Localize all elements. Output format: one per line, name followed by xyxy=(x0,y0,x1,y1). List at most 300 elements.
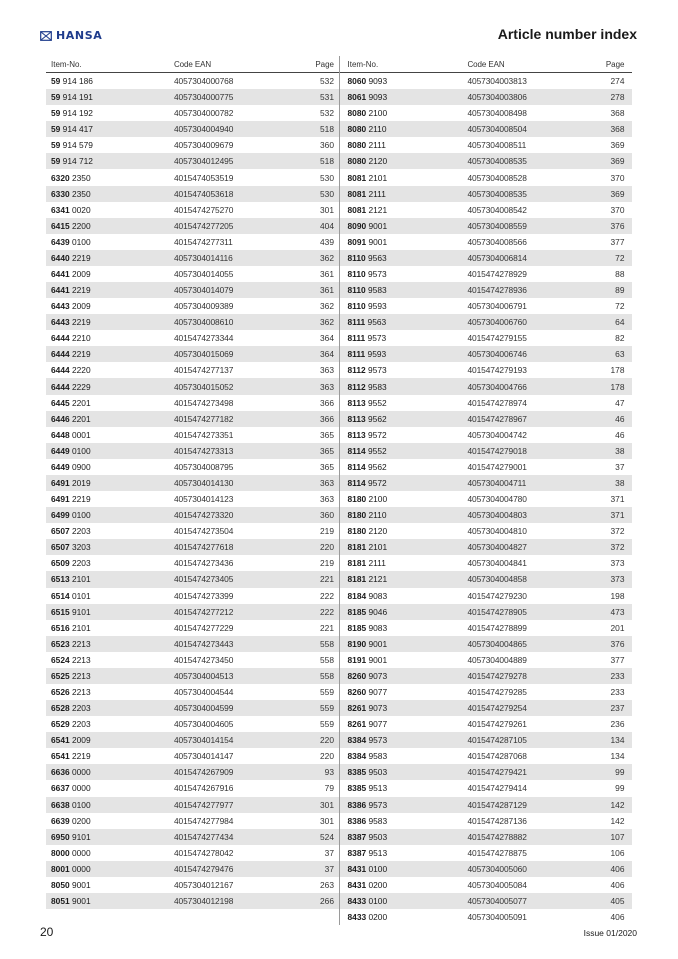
item-number-prefix: 8185 xyxy=(347,606,367,617)
item-number-prefix: 6507 xyxy=(51,526,70,537)
item-number xyxy=(340,896,468,906)
table-row xyxy=(340,89,633,105)
table-row xyxy=(46,877,339,893)
item-number-prefix: 59 xyxy=(51,76,61,87)
ean-code: 4015474279155 xyxy=(467,333,527,344)
item-number-suffix: 2101 xyxy=(71,574,91,585)
ean-code: 4057304004599 xyxy=(174,703,234,714)
item-number-suffix: 9513 xyxy=(368,847,388,858)
item-number-suffix: 2219 xyxy=(71,285,91,296)
header-page: Page xyxy=(605,59,625,69)
table-row xyxy=(46,362,339,378)
item-number-suffix: 2219 xyxy=(71,317,91,328)
item-number-prefix: 8110 xyxy=(347,301,366,312)
page-ref: 518 xyxy=(320,124,334,135)
page-ref: 363 xyxy=(320,365,334,376)
item-number-prefix: 8111 xyxy=(347,333,366,344)
page-ref: 373 xyxy=(610,558,625,569)
table-row xyxy=(46,571,339,587)
table-row xyxy=(340,845,633,861)
item-number xyxy=(340,221,468,231)
ean-code: 4057304004841 xyxy=(467,558,527,569)
page-ref: 365 xyxy=(320,445,334,456)
table-row xyxy=(46,89,339,105)
item-number-suffix: 9077 xyxy=(368,687,388,697)
page-ref: 219 xyxy=(320,558,334,569)
item-number xyxy=(46,108,174,118)
item-number-suffix: 0000 xyxy=(71,767,91,778)
item-number-suffix: 2111 xyxy=(368,558,386,569)
item-number-prefix: 8000 xyxy=(51,847,70,858)
table-row xyxy=(340,266,633,282)
item-number xyxy=(46,365,174,375)
item-number-suffix: 0100 xyxy=(368,863,388,874)
ean-code: 4057304005091 xyxy=(467,912,527,923)
item-number xyxy=(46,623,174,633)
page-ref: 263 xyxy=(320,879,334,890)
page-ref: 405 xyxy=(610,896,625,907)
ean-code: 4015474279285 xyxy=(467,687,527,697)
item-number-suffix: 2101 xyxy=(368,542,388,553)
item-number-prefix: 6491 xyxy=(51,494,70,505)
item-number-suffix: 2219 xyxy=(71,349,91,360)
item-number-suffix: 0200 xyxy=(368,879,388,890)
ean-code: 4057304004711 xyxy=(467,477,527,488)
page-ref: 532 xyxy=(320,108,334,119)
item-number-suffix: 9583 xyxy=(368,815,388,826)
table-row xyxy=(340,652,633,668)
item-number-suffix: 2101 xyxy=(368,172,388,183)
table-row xyxy=(46,829,339,845)
item-number-prefix: 8001 xyxy=(51,863,70,874)
item-number xyxy=(340,783,468,793)
page-ref: 38 xyxy=(615,477,625,488)
item-number xyxy=(340,607,468,617)
item-number xyxy=(340,574,468,584)
item-number-suffix: 0100 xyxy=(71,236,91,247)
item-number-suffix: 2219 xyxy=(71,252,91,263)
page-ref: 47 xyxy=(615,397,625,408)
table-row xyxy=(46,202,339,218)
item-number xyxy=(46,816,174,826)
page-ref: 222 xyxy=(320,590,334,601)
ean-code: 4057304006746 xyxy=(467,349,527,360)
table-row xyxy=(340,604,633,620)
item-number xyxy=(46,156,174,166)
page-ref: 369 xyxy=(610,188,625,199)
ean-code: 4015474278899 xyxy=(467,622,527,633)
page-ref: 221 xyxy=(320,574,334,585)
item-number xyxy=(340,414,468,424)
item-number-prefix: 6491 xyxy=(51,477,70,488)
table-row xyxy=(46,652,339,668)
ean-code: 4057304003813 xyxy=(467,76,527,87)
ean-code: 4015474278875 xyxy=(467,847,527,858)
page-ref: 371 xyxy=(610,510,625,521)
item-number-suffix: 9083 xyxy=(368,622,388,633)
item-number xyxy=(46,205,174,215)
item-number xyxy=(340,92,468,102)
item-number xyxy=(340,205,468,215)
page-ref: 369 xyxy=(610,156,625,167)
table-row xyxy=(46,137,339,153)
ean-code: 4015474267916 xyxy=(174,783,234,794)
table-row xyxy=(46,797,339,813)
item-number-prefix: 8386 xyxy=(347,799,367,810)
item-number-suffix: 9583 xyxy=(368,285,387,296)
item-number-suffix: 9583 xyxy=(368,751,388,762)
table-row xyxy=(46,411,339,427)
item-number-suffix: 2110 xyxy=(368,510,387,521)
item-number xyxy=(46,92,174,102)
page-ref: 530 xyxy=(320,172,334,183)
item-number xyxy=(340,462,468,472)
page-ref: 301 xyxy=(320,815,334,826)
item-number-prefix: 8431 xyxy=(347,879,367,890)
item-number-prefix: 8113 xyxy=(347,397,366,408)
ean-code: 4015474277977 xyxy=(174,799,234,810)
item-number-suffix: 9001 xyxy=(368,654,388,665)
ean-code: 4015474279001 xyxy=(467,461,527,472)
ean-code: 4057304008528 xyxy=(467,172,527,183)
item-number-prefix: 8180 xyxy=(347,494,367,505)
item-number-suffix: 0100 xyxy=(71,510,91,521)
item-number-suffix: 9573 xyxy=(368,268,387,279)
page-ref: 371 xyxy=(610,494,625,505)
table-row xyxy=(46,266,339,282)
item-number-prefix: 8090 xyxy=(347,220,367,231)
ean-code: 4015474273320 xyxy=(174,510,234,521)
item-number-prefix: 8261 xyxy=(347,703,367,714)
item-number xyxy=(46,671,174,681)
header-page: Page xyxy=(315,59,334,69)
item-number xyxy=(46,880,174,890)
item-number xyxy=(46,478,174,488)
ean-code: 4057304008610 xyxy=(174,317,234,328)
item-number-prefix: 8050 xyxy=(51,879,70,890)
item-number-suffix: 2213 xyxy=(71,687,91,697)
ean-code: 4015474053519 xyxy=(174,172,234,183)
item-number xyxy=(46,317,174,327)
item-number-prefix: 6509 xyxy=(51,558,70,569)
item-number-suffix: 9503 xyxy=(368,831,388,842)
item-number-suffix: 9593 xyxy=(368,301,387,312)
ean-code: 4057304004605 xyxy=(174,719,234,730)
item-number-prefix: 8081 xyxy=(347,204,367,215)
item-number-suffix: 2203 xyxy=(71,526,91,537)
table-header xyxy=(46,56,339,73)
page-ref: 365 xyxy=(320,461,334,472)
item-number xyxy=(340,655,468,665)
item-number-prefix: 6523 xyxy=(51,638,70,649)
table-row xyxy=(46,314,339,330)
item-number xyxy=(46,719,174,729)
table-row xyxy=(46,250,339,266)
table-row xyxy=(46,684,339,700)
item-number-suffix: 2220 xyxy=(71,365,91,376)
item-number-suffix: 2213 xyxy=(71,670,91,681)
item-number xyxy=(340,446,468,456)
table-row xyxy=(46,459,339,475)
ean-code: 4015474278974 xyxy=(467,397,527,408)
ean-code: 4015474277984 xyxy=(174,815,234,826)
item-number xyxy=(340,269,468,279)
page-ref: 373 xyxy=(610,574,625,585)
page-ref: 219 xyxy=(320,526,334,537)
item-number-prefix: 8185 xyxy=(347,622,367,633)
page-ref: 63 xyxy=(615,349,625,360)
page-ref: 370 xyxy=(610,172,625,183)
ean-code: 4015474279476 xyxy=(174,863,234,874)
ean-code: 4015474273504 xyxy=(174,526,234,537)
table-row xyxy=(340,523,633,539)
table-row xyxy=(46,764,339,780)
table-row xyxy=(46,427,339,443)
ean-code: 4015474278042 xyxy=(174,847,234,858)
item-number-prefix: 8385 xyxy=(347,767,367,778)
table-row xyxy=(46,813,339,829)
table-row xyxy=(340,427,633,443)
item-number-prefix: 6499 xyxy=(51,510,70,521)
page-ref: 236 xyxy=(610,719,625,730)
ean-code: 4057304009389 xyxy=(174,301,234,312)
table-row xyxy=(46,588,339,604)
page-ref: 134 xyxy=(610,751,625,762)
item-number-prefix: 6541 xyxy=(51,751,70,762)
item-number-prefix: 6524 xyxy=(51,654,70,665)
table-row xyxy=(340,829,633,845)
table-row xyxy=(340,186,633,202)
item-number-prefix: 8113 xyxy=(347,413,366,424)
ean-code: 4015474273399 xyxy=(174,590,234,601)
page-ref: 406 xyxy=(610,863,625,874)
item-number-prefix: 8433 xyxy=(347,912,367,923)
item-number xyxy=(46,526,174,536)
ean-code: 4015474273405 xyxy=(174,574,234,585)
table-row xyxy=(340,716,633,732)
table-row xyxy=(46,620,339,636)
page-ref: 362 xyxy=(320,301,334,312)
page-ref: 64 xyxy=(615,317,625,328)
ean-code: 4057304004742 xyxy=(467,429,527,440)
page-ref: 178 xyxy=(610,381,625,392)
table-row xyxy=(340,748,633,764)
table-row xyxy=(340,378,633,394)
table-row xyxy=(46,523,339,539)
item-number-suffix: 0200 xyxy=(368,912,388,923)
item-number-suffix: 2213 xyxy=(71,638,91,649)
table-row xyxy=(340,282,633,298)
table-row xyxy=(340,700,633,716)
page-ref: 532 xyxy=(320,76,334,87)
item-number-suffix: 0100 xyxy=(71,799,91,810)
item-number xyxy=(340,108,468,118)
ean-code: 4015474273450 xyxy=(174,654,234,665)
ean-code: 4015474287129 xyxy=(467,799,527,810)
item-number-prefix: 8387 xyxy=(347,847,367,858)
page-ref: 366 xyxy=(320,397,334,408)
item-number-prefix: 8080 xyxy=(347,108,367,119)
ean-code: 4015474273443 xyxy=(174,638,234,649)
page-ref: 220 xyxy=(320,751,334,762)
item-number-suffix: 914 417 xyxy=(62,124,93,135)
item-number-suffix: 2213 xyxy=(71,654,91,665)
item-number-prefix: 6330 xyxy=(51,188,70,199)
table-row xyxy=(46,555,339,571)
ean-code: 4057304008498 xyxy=(467,108,527,119)
item-number xyxy=(340,816,468,826)
table-row xyxy=(46,169,339,185)
item-number xyxy=(340,285,468,295)
item-number xyxy=(340,832,468,842)
item-number-prefix: 8081 xyxy=(347,172,367,183)
item-number xyxy=(46,783,174,793)
item-number-prefix: 8111 xyxy=(347,317,366,328)
table-row xyxy=(340,137,633,153)
page-ref: 531 xyxy=(320,92,334,103)
table-row xyxy=(46,282,339,298)
item-number xyxy=(46,446,174,456)
page-ref: 404 xyxy=(320,220,334,231)
item-number-prefix: 6446 xyxy=(51,413,70,424)
page-ref: 222 xyxy=(320,606,334,617)
item-number-suffix: 9552 xyxy=(368,445,387,456)
item-number-prefix: 6637 xyxy=(51,783,70,794)
ean-code: 4057304009679 xyxy=(174,140,234,151)
page-ref: 46 xyxy=(615,429,625,440)
item-number-suffix: 9077 xyxy=(368,719,388,730)
item-number-prefix: 8386 xyxy=(347,815,367,826)
item-number xyxy=(340,558,468,568)
item-number xyxy=(340,173,468,183)
item-number-prefix: 8431 xyxy=(347,863,367,874)
ean-code: 4057304012167 xyxy=(174,879,234,890)
table-row xyxy=(340,764,633,780)
page-ref: 37 xyxy=(324,863,334,874)
item-number xyxy=(340,800,468,810)
page-ref: 178 xyxy=(610,365,625,376)
ean-code: 4015474277229 xyxy=(174,622,234,633)
page-ref: 439 xyxy=(320,236,334,247)
table-row xyxy=(340,507,633,523)
ean-code: 4015474267909 xyxy=(174,767,234,778)
item-number-prefix: 8061 xyxy=(347,92,367,103)
item-number xyxy=(46,558,174,568)
item-number xyxy=(340,767,468,777)
ean-code: 4015474279018 xyxy=(467,445,527,456)
item-number-prefix: 6444 xyxy=(51,365,70,376)
table-row xyxy=(340,202,633,218)
item-number-prefix: 8387 xyxy=(347,831,367,842)
ean-code: 4015474277137 xyxy=(174,365,234,376)
item-number-prefix: 6507 xyxy=(51,542,70,553)
ean-code: 4015474277182 xyxy=(174,413,234,424)
ean-code: 4015474278905 xyxy=(467,606,527,617)
item-number xyxy=(46,398,174,408)
ean-code: 4057304005084 xyxy=(467,879,527,890)
item-number xyxy=(340,156,468,166)
table-row xyxy=(340,105,633,121)
item-number xyxy=(46,140,174,150)
page-ref: 363 xyxy=(320,494,334,505)
item-number xyxy=(340,430,468,440)
table-row xyxy=(340,169,633,185)
item-number-prefix: 8180 xyxy=(347,526,367,537)
item-number-prefix: 59 xyxy=(51,108,61,119)
item-number-suffix: 2203 xyxy=(71,719,91,730)
table-row xyxy=(46,218,339,234)
item-number-prefix: 6444 xyxy=(51,381,70,392)
item-number-prefix: 6449 xyxy=(51,461,70,472)
ean-code: 4015474279421 xyxy=(467,767,527,778)
table-row xyxy=(46,604,339,620)
table-row xyxy=(46,780,339,796)
item-number xyxy=(46,430,174,440)
item-number-suffix: 9572 xyxy=(368,429,387,440)
item-number-prefix: 6445 xyxy=(51,397,70,408)
table-row xyxy=(46,491,339,507)
item-number-suffix: 2203 xyxy=(71,558,91,569)
table-row xyxy=(340,668,633,684)
table-row xyxy=(340,298,633,314)
page-ref: 142 xyxy=(610,799,625,810)
page-ref: 372 xyxy=(610,526,625,537)
ean-code: 4057304014123 xyxy=(174,494,234,505)
ean-code: 4015474279261 xyxy=(467,719,527,730)
page-ref: 363 xyxy=(320,477,334,488)
ean-code: 4015474277618 xyxy=(174,542,234,553)
ean-code: 4057304000775 xyxy=(174,92,234,103)
item-number xyxy=(46,382,174,392)
item-number-suffix: 9083 xyxy=(368,590,388,601)
ean-code: 4057304004766 xyxy=(467,381,527,392)
item-number-suffix: 9046 xyxy=(368,606,388,617)
item-number-suffix: 914 192 xyxy=(62,108,93,119)
page-ref: 369 xyxy=(610,140,625,151)
item-number-suffix: 2121 xyxy=(368,204,388,215)
ean-code: 4015474287068 xyxy=(467,751,527,762)
item-number-prefix: 6439 xyxy=(51,236,70,247)
item-number-prefix: 8190 xyxy=(347,638,367,649)
item-number xyxy=(340,76,468,86)
ean-code: 4057304008504 xyxy=(467,124,527,135)
item-number-prefix: 6950 xyxy=(51,831,70,842)
item-number-prefix: 8180 xyxy=(347,510,367,521)
ean-code: 4015474278882 xyxy=(467,831,527,842)
page-title: Article number index xyxy=(497,26,637,42)
ean-code: 4015474279414 xyxy=(467,783,527,794)
page-ref: 106 xyxy=(610,847,625,858)
ean-code: 4057304004780 xyxy=(467,494,527,505)
table-row xyxy=(340,330,633,346)
table-row xyxy=(340,555,633,571)
item-number-prefix: 59 xyxy=(51,92,61,103)
item-number xyxy=(340,880,468,890)
item-number xyxy=(46,687,174,697)
ean-code: 4057304015069 xyxy=(174,349,234,360)
item-number-suffix: 2219 xyxy=(71,494,91,505)
table-row xyxy=(46,668,339,684)
ean-code: 4015474277434 xyxy=(174,831,234,842)
table-row xyxy=(340,411,633,427)
item-number-suffix: 2219 xyxy=(71,751,91,762)
ean-code: 4015474279278 xyxy=(467,670,527,681)
page-ref: 361 xyxy=(320,285,334,296)
article-index-table xyxy=(46,56,632,925)
item-number-prefix: 6516 xyxy=(51,622,70,633)
item-number-suffix: 9583 xyxy=(368,381,387,392)
item-number-suffix: 2120 xyxy=(368,156,388,167)
